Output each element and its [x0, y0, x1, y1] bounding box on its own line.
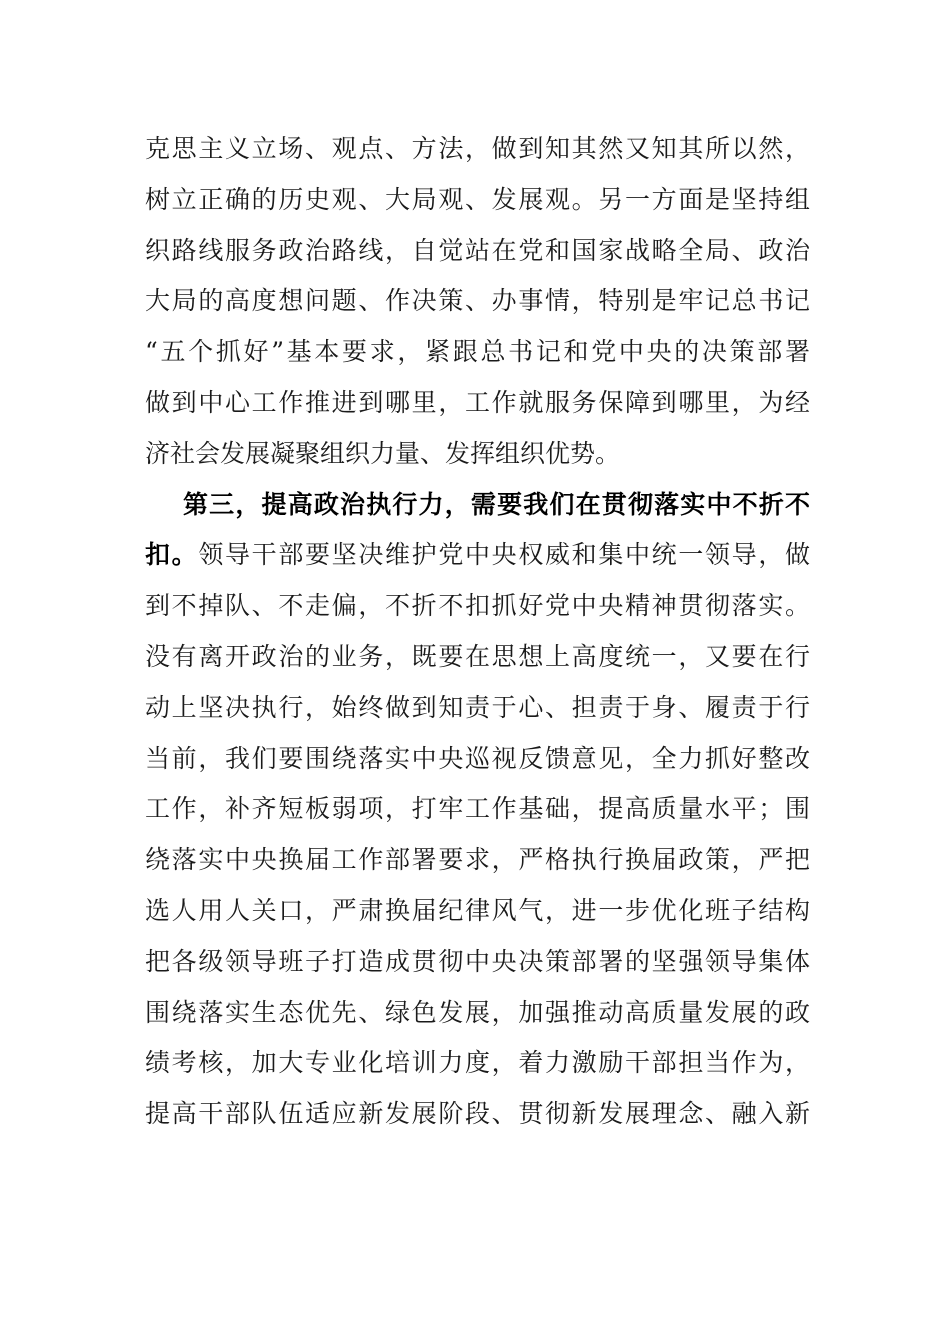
text-line: 到不掉队、不走偏，不折不扣抓好党中央精神贯彻落实。	[145, 591, 810, 621]
text-line: 济社会发展凝聚组织力量、发挥组织优势。	[145, 438, 621, 468]
text-line: 当前，我们要围绕落实中央巡视反馈意见，全力抓好整改	[145, 743, 810, 773]
text-line: 织路线服务政治路线，自觉站在党和国家战略全局、政治	[145, 235, 810, 265]
text-line: 大局的高度想问题、作决策、办事情，特别是牢记总书记	[145, 286, 810, 316]
text-line: 提高干部队伍适应新发展阶段、贯彻新发展理念、融入新	[145, 1099, 810, 1129]
section-heading-line: 第三，提高政治执行力，需要我们在贯彻落实中不折不	[183, 489, 810, 519]
text-line: 绕落实中央换届工作部署要求，严格执行换届政策，严把	[145, 845, 810, 875]
text-line: 把各级领导班子打造成贯彻中央决策部署的坚强领导集体	[145, 946, 810, 976]
section-heading-end: 扣。	[145, 540, 199, 570]
text-line: 选人用人关口，严肃换届纪律风气，进一步优化班子结构	[145, 895, 810, 925]
text-line: 动上坚决执行，始终做到知责于心、担责于身、履责于行	[145, 692, 810, 722]
text-line: “五个抓好”基本要求，紧跟总书记和党中央的决策部署	[145, 337, 810, 367]
text-line: 工作，补齐短板弱项，打牢工作基础，提高质量水平；围	[145, 794, 810, 824]
text-line: 围绕落实生态优先、绿色发展，加强推动高质量发展的政	[145, 997, 810, 1027]
text-line: 做到中心工作推进到哪里，工作就服务保障到哪里，为经	[145, 387, 810, 417]
text-line: 绩考核，加大专业化培训力度，着力激励干部担当作为，	[145, 1048, 810, 1078]
section-text-start: 领导干部要坚决维护党中央权威和集中统一领导，做	[198, 540, 810, 570]
body-text	[145, 124, 810, 1140]
section-heading-continuation	[145, 530, 810, 581]
text-line: 克思主义立场、观点、方法，做到知其然又知其所以然，	[145, 134, 810, 163]
text-line: 没有离开政治的业务，既要在思想上高度统一，又要在行	[145, 641, 810, 671]
text-line: 树立正确的历史观、大局观、发展观。另一方面是坚持组	[145, 184, 810, 214]
